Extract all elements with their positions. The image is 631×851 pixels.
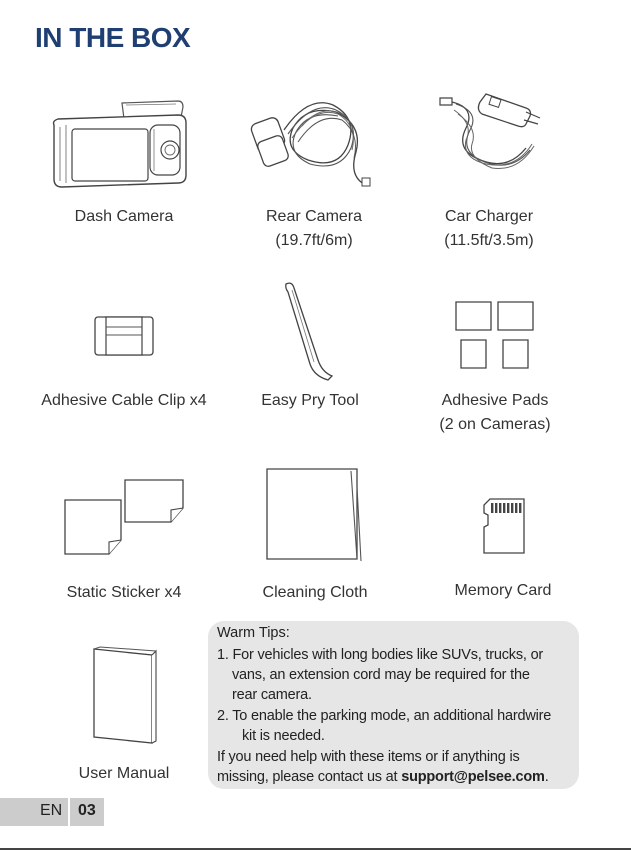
page-title: IN THE BOX <box>35 22 191 53</box>
item-cable-clip-label: Adhesive Cable Clip x4 <box>41 392 207 409</box>
tip-line-7 <box>217 767 549 787</box>
rear-camera-icon <box>248 90 378 190</box>
tip-line-4: 2. To enable the parking mode, an additional hardwire <box>217 708 552 724</box>
footer-divider <box>68 798 70 826</box>
item-cleaning-cloth-label: Cleaning Cloth <box>262 584 368 601</box>
static-sticker-icon <box>63 478 187 558</box>
item-user-manual-label: User Manual <box>78 765 170 782</box>
dash-camera-icon <box>50 95 190 190</box>
language-label: EN <box>40 802 63 819</box>
cable-clip-icon <box>92 313 156 357</box>
bottom-rule <box>0 848 631 850</box>
user-manual-icon <box>90 645 160 747</box>
pry-tool-icon <box>282 280 342 380</box>
tip-line-3: rear camera. <box>232 687 312 703</box>
car-charger-icon <box>436 88 551 188</box>
adhesive-pads-icon <box>454 300 536 372</box>
support-email-link[interactable]: support@pelsee.com <box>401 769 545 785</box>
item-memory-card-label: Memory Card <box>454 582 552 599</box>
item-static-sticker-label: Static Sticker x4 <box>66 584 182 601</box>
memory-card-icon <box>482 497 528 557</box>
item-adhesive-pads-label: Adhesive Pads <box>441 392 549 409</box>
item-adhesive-pads-sub: (2 on Cameras) <box>439 416 551 433</box>
tip-line-7-text: missing, please contact us at <box>217 769 402 785</box>
tip-line-5: kit is needed. <box>242 728 325 744</box>
tip-line-2: vans, an extension cord may be required for the <box>232 667 530 683</box>
item-pry-tool-label: Easy Pry Tool <box>261 392 359 409</box>
item-dash-camera-label: Dash Camera <box>74 208 174 225</box>
tip-line-7-end: . <box>544 769 549 785</box>
tip-line-1: 1. For vehicles with long bodies like SUVs, trucks, or <box>217 647 544 663</box>
warm-tips-title: Warm Tips: <box>217 625 290 641</box>
cleaning-cloth-icon <box>265 467 365 563</box>
page-number: 03 <box>78 802 96 819</box>
item-car-charger-label: Car Charger <box>444 208 534 225</box>
tip-line-6: If you need help with these items or if anything is <box>217 749 520 765</box>
warm-tips-box <box>208 621 579 789</box>
item-rear-camera-label: Rear Camera <box>265 208 363 225</box>
item-car-charger-sub: (11.5ft/3.5m) <box>444 232 534 249</box>
item-rear-camera-sub: (19.7ft/6m) <box>275 232 353 249</box>
